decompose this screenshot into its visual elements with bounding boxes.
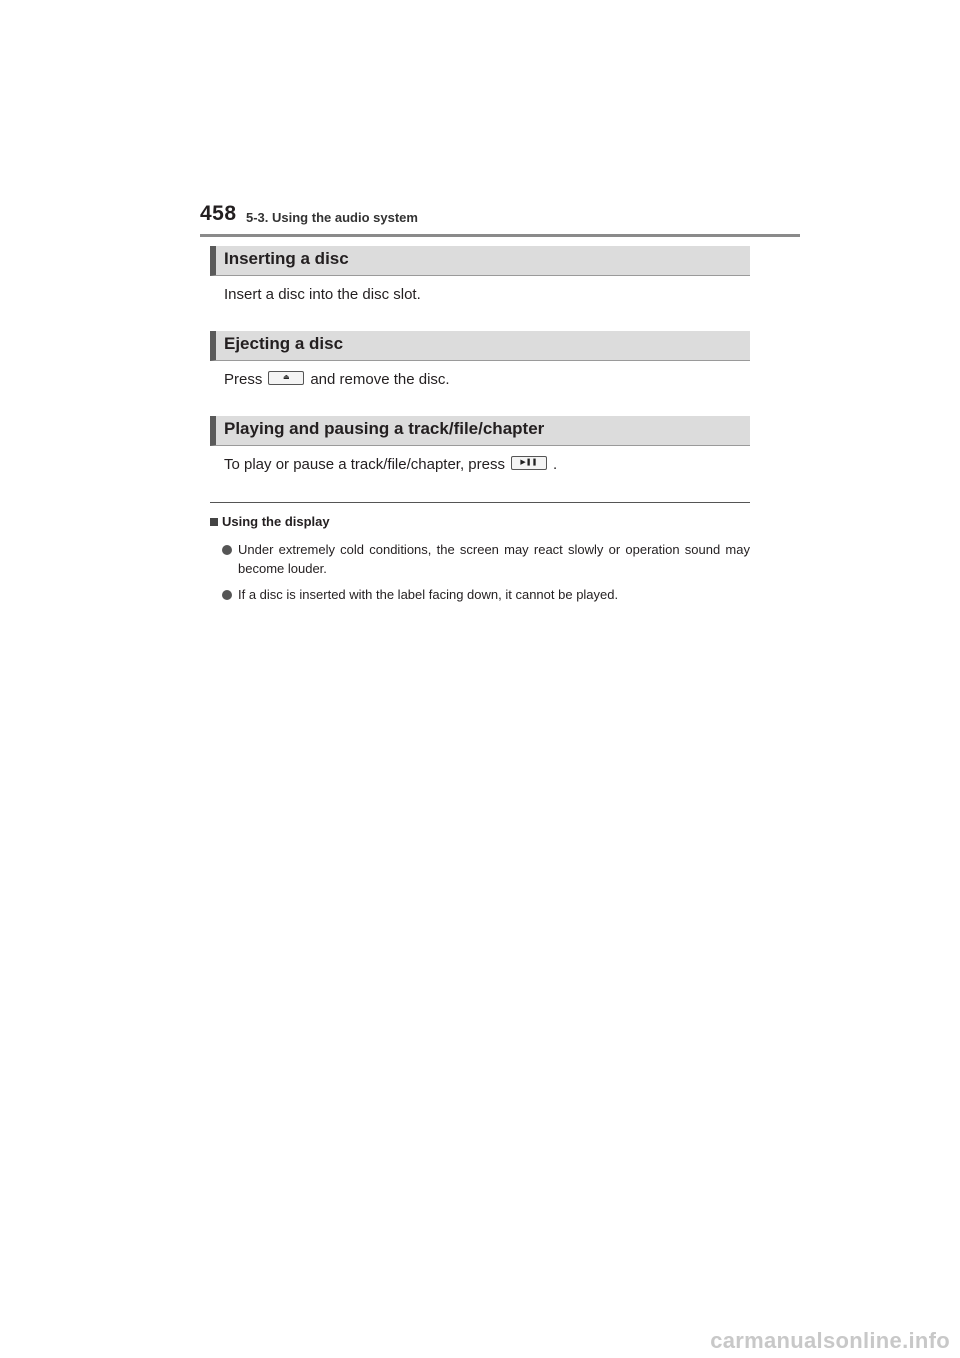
bullet-text: Under extremely cold conditions, the screen may react slowly or operation sound may become louder. (238, 542, 750, 576)
play-pause-icon: ▶❚❚ (511, 456, 547, 470)
heading-text: Playing and pausing a track/file/chapter (224, 419, 545, 438)
note-title: Using the display (222, 514, 330, 529)
square-bullet-icon (210, 518, 218, 526)
note-heading (210, 514, 330, 529)
divider-rule (210, 502, 750, 503)
note-bullet (222, 540, 750, 578)
body-inserting-disc: Insert a disc into the disc slot. (224, 286, 421, 303)
body-playing-pausing (224, 456, 557, 473)
body-text-after: . (552, 456, 558, 473)
body-ejecting-disc (224, 371, 450, 388)
page-header (200, 202, 800, 237)
bullet-dot-icon (222, 545, 232, 555)
body-text-before: Press (224, 371, 263, 388)
bullet-text: If a disc is inserted with the label facing down, it cannot be played. (238, 587, 619, 602)
body-text-before: To play or pause a track/file/chapter, press (224, 456, 505, 473)
heading-text: Inserting a disc (224, 249, 349, 268)
heading-playing-pausing (210, 416, 750, 446)
note-bullet (222, 585, 750, 604)
watermark: carmanualsonline.info (710, 1328, 950, 1353)
section-title: 5-3. Using the audio system (246, 210, 418, 225)
heading-text: Ejecting a disc (224, 334, 344, 353)
eject-icon: ⏏ (268, 371, 304, 385)
page-number: 458 (200, 202, 237, 225)
bullet-dot-icon (222, 590, 232, 600)
heading-ejecting-disc (210, 331, 750, 361)
heading-inserting-disc (210, 246, 750, 276)
body-text-after: and remove the disc. (310, 371, 450, 388)
